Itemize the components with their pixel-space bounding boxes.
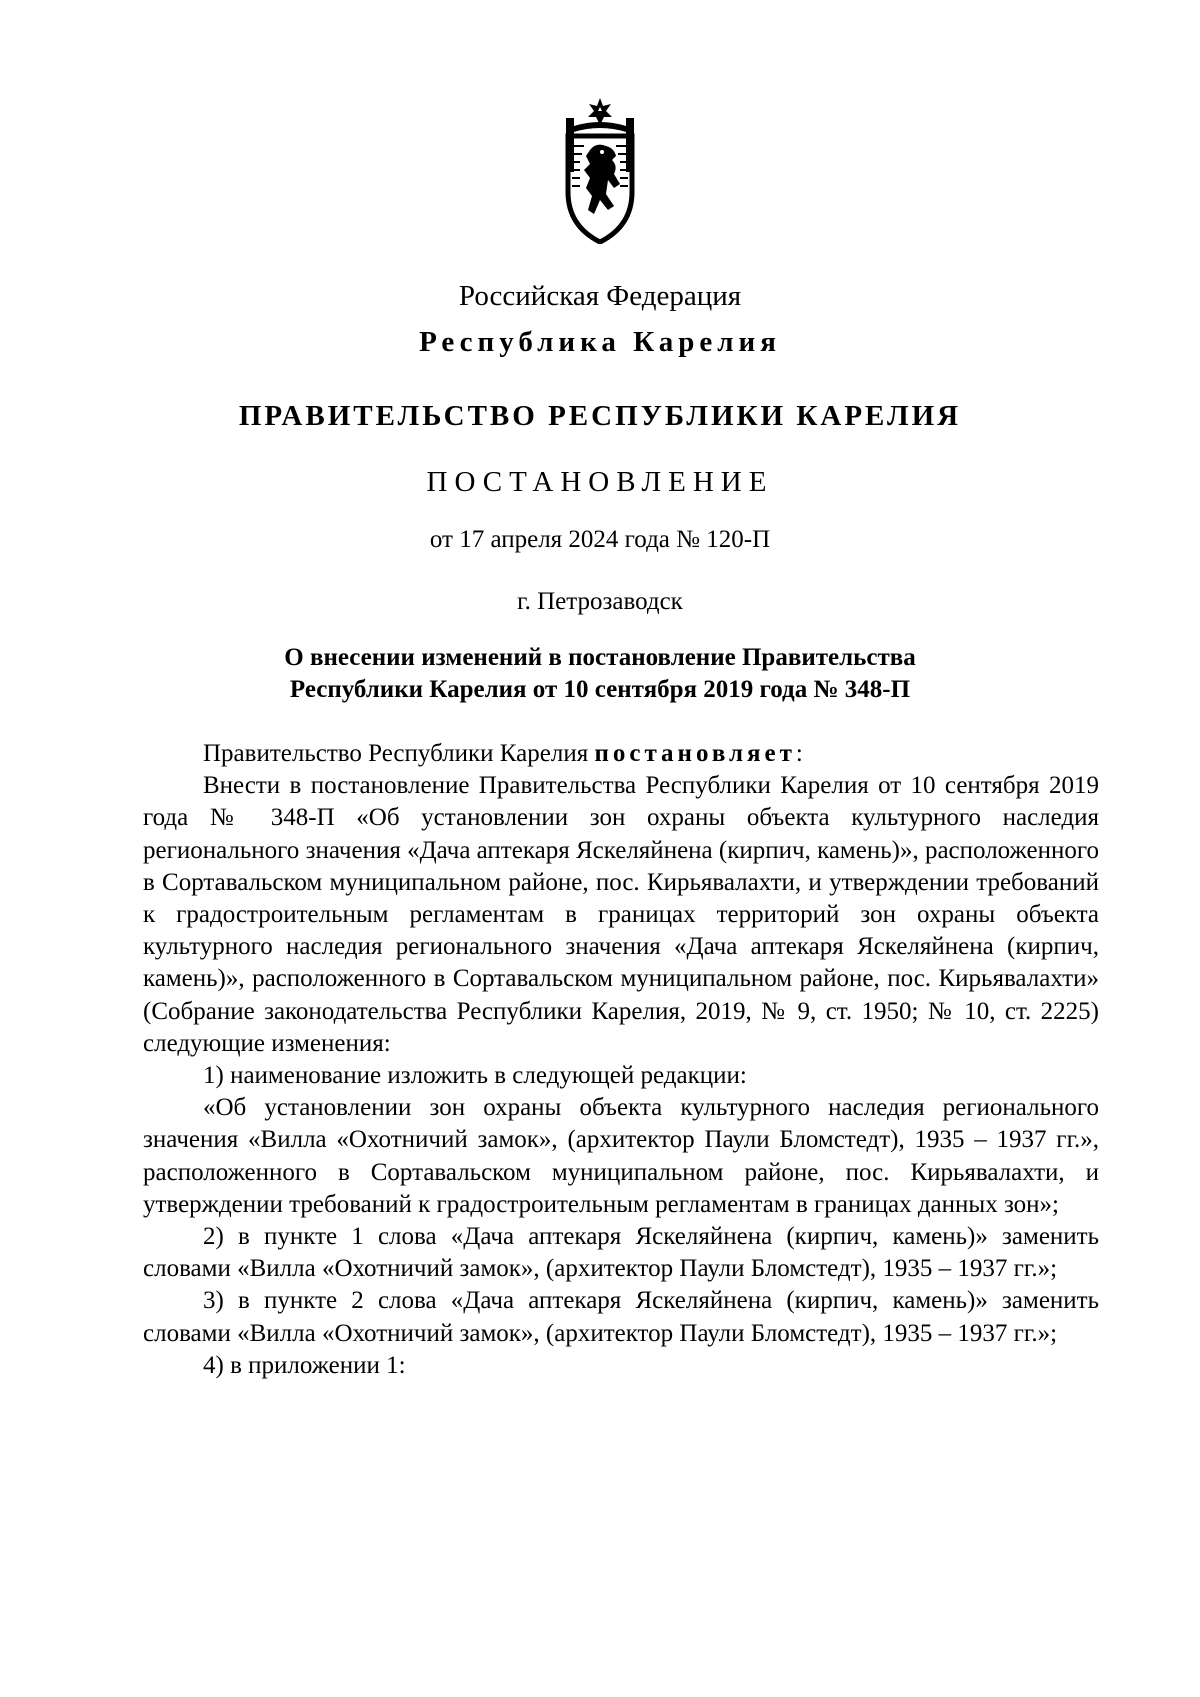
subject-line-1: О внесении изменений в постановление Правительства xyxy=(284,644,916,671)
item-1-text: «Об установлении зон охраны объекта культурного наследия регионального значения «Вилла «Охотничий замок», (архитектор Паули Бломстедт), 1935 – 1937 гг.», расположенного в Сортавальском муниципальном районе, пос. Кирьявалахти, и утверждении требований к градостроительным регламентам в границах данных зон»; xyxy=(143,1094,1099,1218)
paragraph-main: Внести в постановление Правительства Республики Карелия от 10 сентября 2019 года № 348-П «Об установлении зон охраны объекта культурного наследия регионального значения «Дача аптекаря Яскеляйнена (кирпич, камень)», расположенного в Сортавальском муниципальном районе, пос. Кирьявалахти, и утверждении требований к градостроительным регламентам в границах территорий зон охраны объекта культурного наследия регионального значения «Дача аптекаря Яскеляйнена (кирпич, камень)», расположенного в Сортавальском муниципальном районе, пос. Кирьявалахти» (Собрание законодательства Республики Карелия, 2019, № 9, ст. 1950; № 10, ст. 2225) следующие изменения: xyxy=(143,772,1099,1057)
document-type: ПОСТАНОВЛЕНИЕ xyxy=(426,466,774,498)
intro-paragraph xyxy=(143,738,1099,770)
item-2: 2) в пункте 1 слова «Дача аптекаря Яскеляйнена (кирпич, камень)» заменить словами «Вилла «Охотничий замок», (архитектор Паули Бломстедт), 1935 – 1937 гг.»; xyxy=(143,1223,1099,1283)
document-subject xyxy=(0,642,1200,706)
item-3: 3) в пункте 2 слова «Дача аптекаря Яскеляйнена (кирпич, камень)» заменить словами «Вилла «Охотничий замок», (архитектор Паули Бломстедт), 1935 – 1937 гг.»; xyxy=(143,1287,1099,1347)
document-city: г. Петрозаводск xyxy=(517,588,683,615)
item-1: 1) наименование изложить в следующей редакции: xyxy=(203,1062,747,1090)
document-date-number: от 17 апреля 2024 года № 120-П xyxy=(429,526,771,553)
karelia-coat-of-arms-icon xyxy=(562,96,638,244)
intro-prefix: Правительство Республики Карелия xyxy=(203,740,595,767)
country-name: Российская Федерация xyxy=(458,280,742,312)
intro-verb: постановляет xyxy=(594,740,796,767)
document-body xyxy=(143,738,1099,1382)
republic-name: Республика Карелия xyxy=(419,326,781,358)
government-name: ПРАВИТЕЛЬСТВО РЕСПУБЛИКИ КАРЕЛИЯ xyxy=(238,400,962,432)
item-4: 4) в приложении 1: xyxy=(203,1351,406,1379)
subject-line-2: Республики Карелия от 10 сентября 2019 года № 348-П xyxy=(289,676,911,703)
intro-suffix: : xyxy=(795,740,803,767)
